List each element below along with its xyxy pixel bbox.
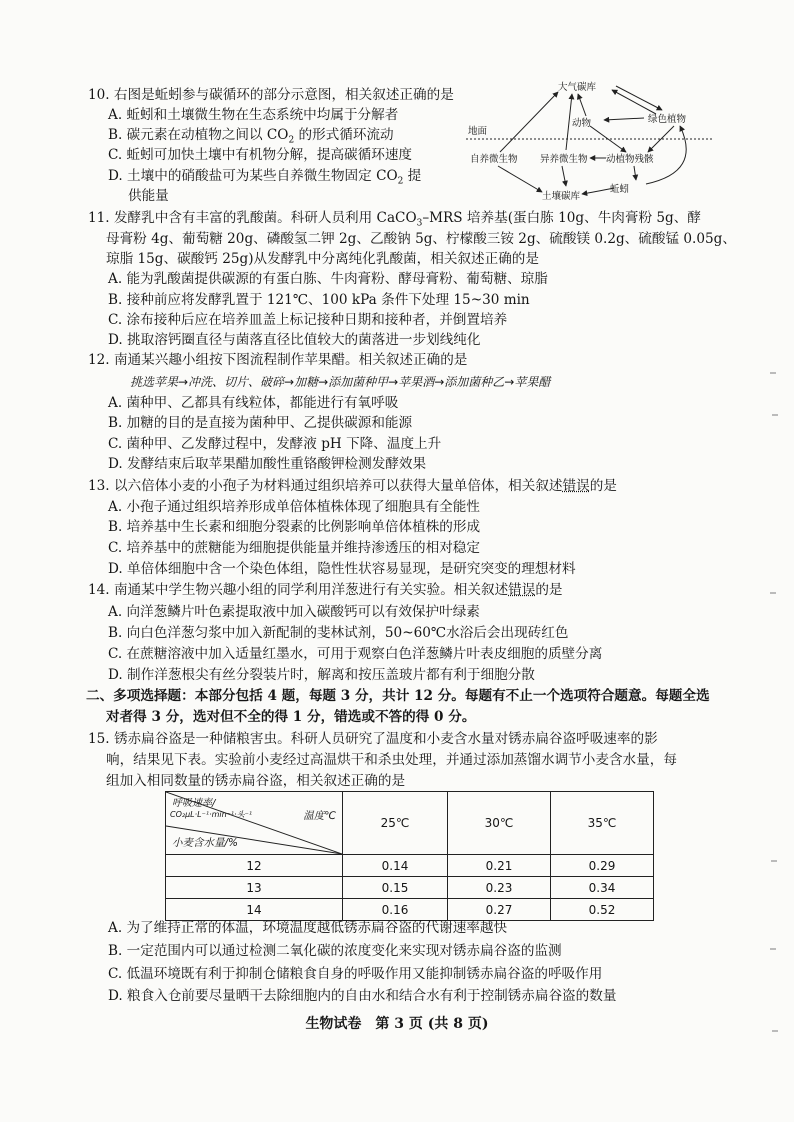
rate-cell: 0.23 — [448, 877, 551, 899]
rate-cell: 0.21 — [448, 855, 551, 877]
node-soil-carbon: 土壤碳库 — [542, 191, 581, 202]
q11-option-c: C. 涂布接种后应在培养皿盖上标记接种日期和接种者，并倒置培养 — [108, 312, 508, 328]
q14-stem: 14. 南通某中学生物兴趣小组的同学利用洋葱进行有关实验。相关叙述错误的是 — [88, 582, 563, 598]
q15-option-b: B. 一定范围内可以通过检测二氧化碳的浓度变化来实现对锈赤扁谷盗的监测 — [108, 943, 562, 959]
respiration-rate-table — [165, 791, 654, 921]
q13-option-d: D. 单倍体细胞中含一个染色体组，隐性性状容易显现，是研究突变的理想材料 — [108, 561, 576, 577]
q10-option-a: A. 蚯蚓和土壤微生物在生态系统中均属于分解者 — [108, 107, 399, 123]
rate-cell: 0.52 — [551, 899, 654, 921]
q11-stem-line3: 琼脂 15g、碳酸钙 25g)从发酵乳中分离纯化乳酸菌，相关叙述正确的是 — [106, 251, 539, 267]
section2-heading-line1: 二、多项选择题：本部分包括 4 题，每题 3 分，共计 12 分。每题有不止一个选项符合题意。每题全选 — [86, 688, 710, 704]
q13-option-c: C. 培养基中的蔗糖能为细胞提供能量并维持渗透压的相对稳定 — [108, 540, 480, 556]
q12-stem: 12. 南通某兴趣小组按下图流程制作苹果醋。相关叙述正确的是 — [88, 352, 468, 368]
q15-stem-line2: 响，结果见下表。实验前小麦经过高温烘干和杀虫处理，并通过添加蒸馏水调节小麦含水量，每 — [106, 752, 677, 768]
column-header: 35℃ — [551, 792, 654, 855]
q14-option-c: C. 在蔗糖溶液中加入适量红墨水，可用于观察白色洋葱鳞片叶表皮细胞的质壁分离 — [108, 646, 603, 662]
header-rate-label: 呼吸速率/ — [172, 798, 216, 809]
q10-option-d-cont: 供能量 — [128, 188, 169, 204]
q13-option-b: B. 培养基中生长素和细胞分裂素的比例影响单倍体植株的形成 — [108, 519, 481, 535]
rate-cell: 0.27 — [448, 899, 551, 921]
q12-option-b: B. 加糖的目的是直接为菌种甲、乙提供碳源和能源 — [108, 415, 413, 431]
header-water-label: 小麦含水量/% — [172, 837, 239, 849]
q15-option-d: D. 粮食入仓前要尽量晒干去除细胞内的自由水和结合水有利于控制锈赤扁谷盗的数量 — [108, 988, 617, 1004]
q11-option-d: D. 挑取溶钙圈直径与菌落直径比值较大的菌落进一步划线纯化 — [108, 332, 481, 348]
node-earthworm: 蚯蚓 — [610, 184, 630, 195]
section2-heading-line2: 对者得 3 分，选对但不全的得 1 分，错选或不答的得 0 分。 — [106, 709, 476, 725]
table-row — [166, 855, 654, 877]
rate-cell: 0.16 — [343, 899, 448, 921]
scan-mark — [770, 948, 776, 950]
q15-stem-line1: 15. 锈赤扁谷盗是一种储粮害虫。科研人员研究了温度和小麦含水量对锈赤扁谷盗呼吸速率的影 — [88, 731, 658, 747]
q11-option-b: B. 接种前应将发酵乳置于 121℃、100 kPa 条件下处理 15~30 min — [108, 292, 530, 308]
scan-mark — [770, 592, 776, 594]
q10-option-b: B. 碳元素在动植物之间以 $CO_2$ 的形式循环流动 — [108, 127, 394, 146]
q12-option-a: A. 菌种甲、乙都具有线粒体，都能进行有氧呼吸 — [108, 395, 399, 411]
q14-option-b: B. 向白色洋葱匀浆中加入新配制的斐林试剂，50~60℃水浴后会出现砖红色 — [108, 625, 569, 641]
q12-option-d: D. 发酵结束后取苹果醋加酸性重铬酸钾检测发酵效果 — [108, 456, 427, 472]
node-residue: 动植物残骸 — [606, 154, 654, 165]
q15-option-c: C. 低温环境既有利于抑制仓储粮食自身的呼吸作用又能抑制锈赤扁谷盗的呼吸作用 — [108, 966, 603, 982]
table-header-diagonal-cell — [166, 792, 343, 855]
rate-cell: 0.14 — [343, 855, 448, 877]
q14-option-d: D. 制作洋葱根尖有丝分裂装片时，解离和按压盖玻片都有利于细胞分散 — [108, 667, 535, 683]
scan-mark — [772, 1030, 778, 1032]
node-atmosphere: 大气碳库 — [558, 82, 597, 93]
q10-option-d: D. 土壤中的硝酸盐可为某些自养微生物固定 $CO_2$ 提 — [108, 168, 422, 187]
q11-stem-line1: 11. 发酵乳中含有丰富的乳酸菌。科研人员利用 CaCO$_3$–MRS 培养基(蛋白胨 10g、牛肉膏粉 5g、酵 — [88, 210, 701, 229]
column-header: 25℃ — [343, 792, 448, 855]
q13-stem: 13. 以六倍体小麦的小孢子为材料通过组织培养可以获得大量单倍体，相关叙述错误的是 — [88, 478, 617, 494]
water-content-cell: 13 — [166, 877, 343, 899]
carbon-cycle-diagram — [466, 76, 716, 206]
q12-option-c: C. 菌种甲、乙发酵过程中，发酵液 pH 下降、温度上升 — [108, 436, 442, 452]
q15-option-a: A. 为了维持正常的体温，环境温度越低锈赤扁谷盗的代谢速率越快 — [108, 920, 508, 936]
scan-mark — [771, 860, 777, 862]
node-heterotroph: 异养微生物 — [540, 154, 588, 165]
q14-option-a: A. 向洋葱鳞片叶色素提取液中加入碳酸钙可以有效保护叶绿素 — [108, 604, 480, 620]
q10-option-c: C. 蚯蚓可加快土壤中有机物分解，提高碳循环速度 — [108, 147, 413, 163]
rate-cell: 0.15 — [343, 877, 448, 899]
rate-cell: 0.29 — [551, 855, 654, 877]
header-unit-label: CO₂μL·L⁻¹·min⁻¹·头⁻¹ — [170, 810, 253, 819]
node-plant: 绿色植物 — [648, 114, 687, 125]
rate-cell: 0.34 — [551, 877, 654, 899]
scan-mark — [770, 372, 776, 374]
q12-process-flow: 挑选苹果→冲洗、切片、破碎→加糖→添加菌种甲→苹果酒→添加菌种乙→苹果醋 — [130, 375, 551, 389]
q11-option-a: A. 能为乳酸菌提供碳源的有蛋白胨、牛肉膏粉、酵母膏粉、葡萄糖、琼脂 — [108, 271, 548, 287]
water-content-cell: 14 — [166, 899, 343, 921]
table-row — [166, 877, 654, 899]
header-temp-label: 温度℃ — [303, 810, 336, 822]
label-ground: 地面 — [468, 126, 488, 137]
q11-stem-line2: 母膏粉 4g、葡萄糖 20g、磷酸氢二钾 2g、乙酸钠 5g、柠檬酸三铵 2g、硫酸镁 0.2g、硫酸锰 0.05g、 — [106, 231, 736, 247]
node-autotroph: 自养微生物 — [470, 154, 518, 165]
scan-mark — [772, 414, 778, 416]
page-footer: 生物试卷 第 3 页 (共 8 页) — [305, 1016, 489, 1032]
water-content-cell: 12 — [166, 855, 343, 877]
column-header: 30℃ — [448, 792, 551, 855]
q15-stem-line3: 组加入相同数量的锈赤扁谷盗，相关叙述正确的是 — [106, 773, 406, 789]
node-animal: 动物 — [572, 118, 592, 129]
q10-stem: 10. 右图是蚯蚓参与碳循环的部分示意图，相关叙述正确的是 — [88, 87, 454, 103]
q13-option-a: A. 小孢子通过组织培养形成单倍体植株体现了细胞具有全能性 — [108, 499, 480, 515]
